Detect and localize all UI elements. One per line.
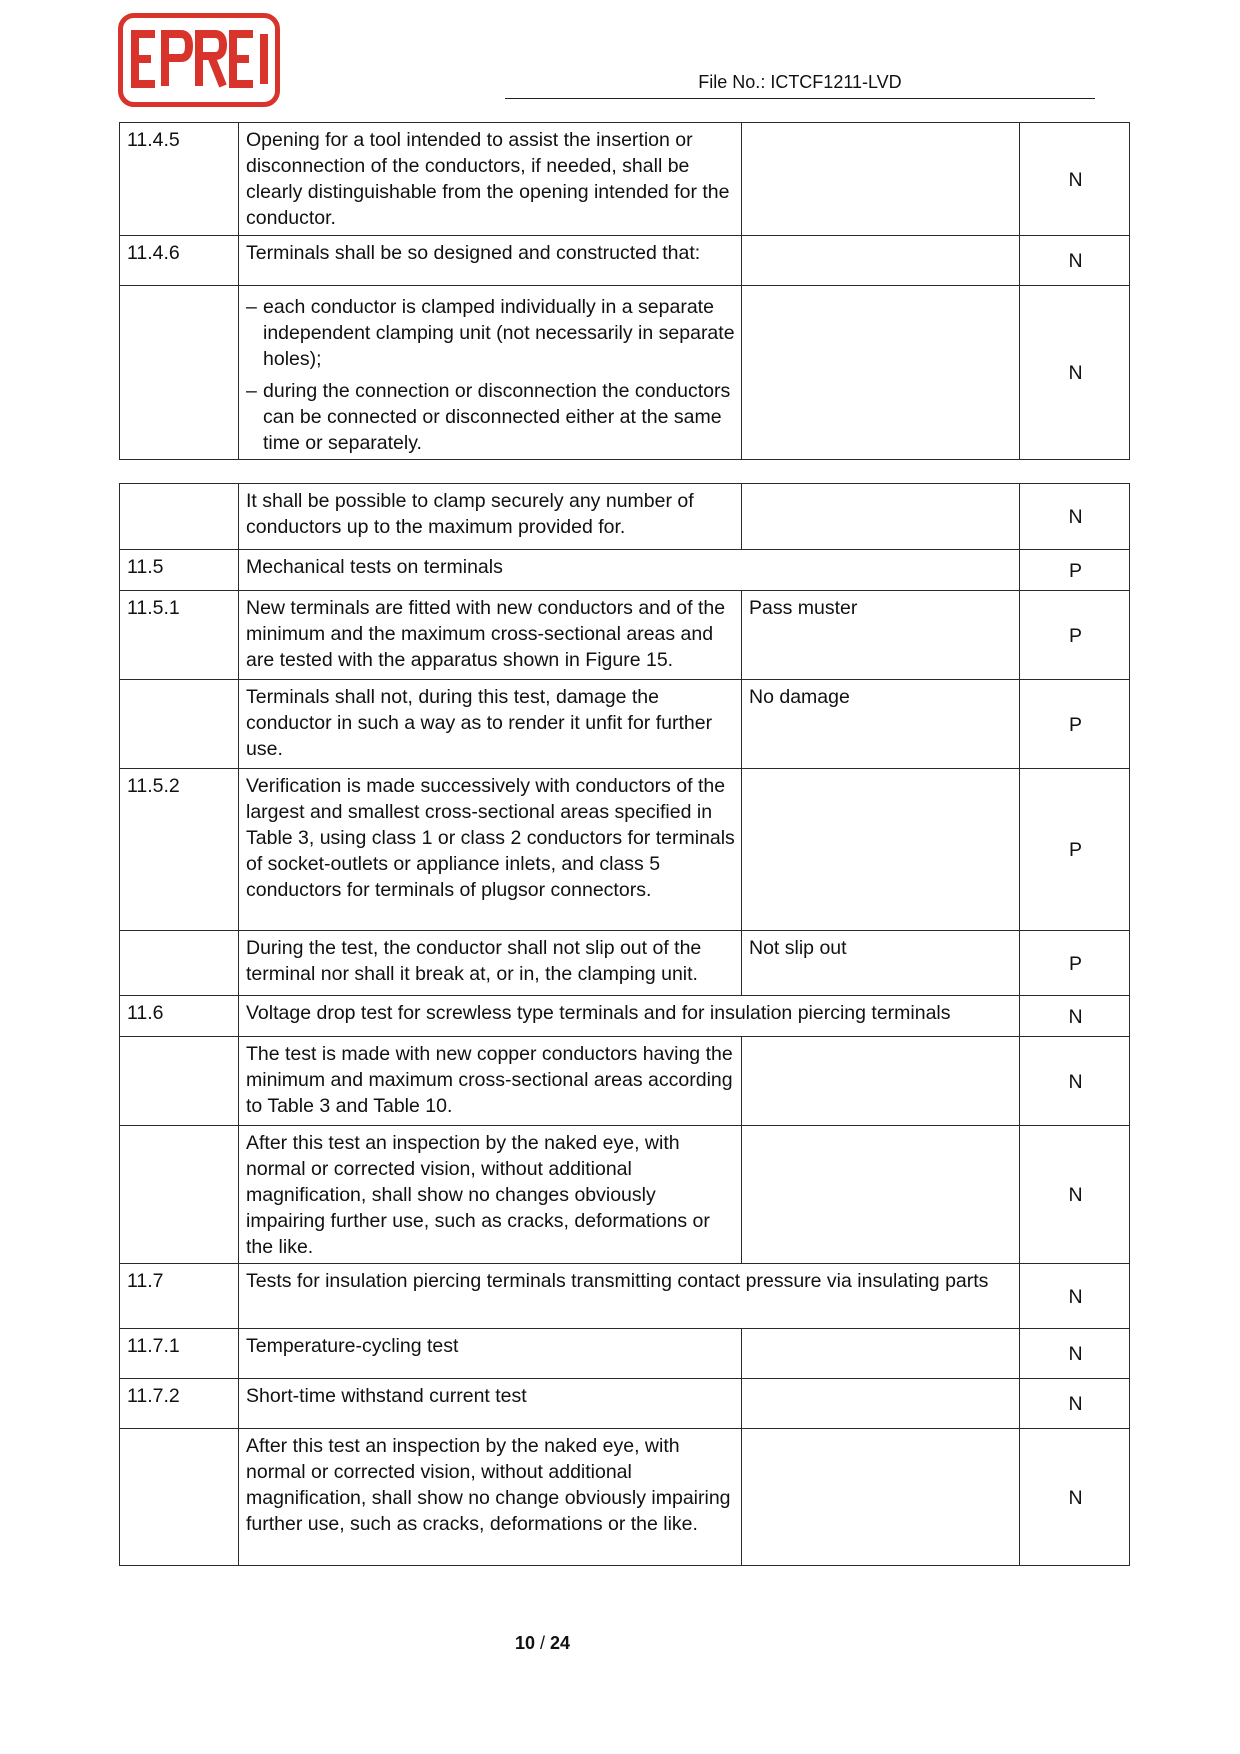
verdict-cell: N bbox=[1020, 484, 1130, 550]
clause-cell bbox=[120, 286, 239, 460]
clause-cell bbox=[120, 1429, 239, 1566]
result-cell bbox=[742, 1379, 1020, 1429]
verdict-cell: N bbox=[1020, 1379, 1130, 1429]
result-cell: No damage bbox=[742, 680, 1020, 769]
requirement-cell: Terminals shall not, during this test, damage the conductor in such a way as to render it unfit for further use. bbox=[239, 680, 742, 769]
table-row bbox=[120, 1379, 1130, 1429]
table-row bbox=[120, 1126, 1130, 1264]
clause-cell: 11.6 bbox=[120, 996, 239, 1037]
requirement-cell: New terminals are fitted with new conductors and of the minimum and the maximum cross-sectional areas and are tested with the apparatus shown in Figure 15. bbox=[239, 591, 742, 680]
verdict-cell: N bbox=[1020, 1429, 1130, 1566]
list-item: – during the connection or disconnection the conductors can be connected or disconnected either at the same time or separately. bbox=[246, 380, 731, 454]
list-item: – each conductor is clamped individually in a separate independent clamping unit (not necessarily in separate holes); bbox=[246, 296, 735, 370]
result-cell bbox=[742, 1329, 1020, 1379]
result-cell bbox=[742, 286, 1020, 460]
section-title-cell: Mechanical tests on terminals bbox=[239, 550, 1020, 591]
table-row bbox=[120, 591, 1130, 680]
clause-cell: 11.7.1 bbox=[120, 1329, 239, 1379]
verdict-cell: N bbox=[1020, 996, 1130, 1037]
result-cell bbox=[742, 484, 1020, 550]
clause-cell bbox=[120, 1037, 239, 1126]
section-title-cell: Tests for insulation piercing terminals transmitting contact pressure via insulating parts bbox=[239, 1264, 1020, 1329]
table-row bbox=[120, 680, 1130, 769]
clause-cell: 11.4.5 bbox=[120, 123, 239, 236]
verdict-cell: P bbox=[1020, 769, 1130, 931]
clause-cell bbox=[120, 680, 239, 769]
clause-cell: 11.4.6 bbox=[120, 236, 239, 286]
table-row bbox=[120, 1329, 1130, 1379]
clause-cell: 11.5.1 bbox=[120, 591, 239, 680]
result-cell bbox=[742, 236, 1020, 286]
logo-mark bbox=[123, 18, 275, 102]
report-table-2 bbox=[119, 483, 1130, 1566]
result-cell bbox=[742, 1126, 1020, 1264]
table-row bbox=[120, 1429, 1130, 1566]
table-row bbox=[120, 931, 1130, 996]
verdict-cell: P bbox=[1020, 680, 1130, 769]
result-cell: Pass muster bbox=[742, 591, 1020, 680]
requirement-cell: Verification is made successively with conductors of the largest and smallest cross-sectional areas specified in Table 3, using class 1 or class 2 conductors for terminals of socket-outlets or appliance inlets, and class 5 conductors for terminals of plugsor connectors. bbox=[239, 769, 742, 931]
table-row bbox=[120, 1264, 1130, 1329]
verdict-cell: N bbox=[1020, 123, 1130, 236]
requirement-cell: The test is made with new copper conductors having the minimum and maximum cross-sectional areas according to Table 3 and Table 10. bbox=[239, 1037, 742, 1126]
requirement-cell: Temperature-cycling test bbox=[239, 1329, 742, 1379]
file-number: File No.: ICTCF1211-LVD bbox=[698, 72, 902, 92]
clause-cell: 11.5 bbox=[120, 550, 239, 591]
verdict-cell: N bbox=[1020, 1037, 1130, 1126]
clause-cell: 11.7.2 bbox=[120, 1379, 239, 1429]
result-cell bbox=[742, 123, 1020, 236]
clause-cell bbox=[120, 1126, 239, 1264]
section-title-cell: Voltage drop test for screwless type terminals and for insulation piercing terminals bbox=[239, 996, 1020, 1037]
requirement-cell: Short-time withstand current test bbox=[239, 1379, 742, 1429]
table-row bbox=[120, 550, 1130, 591]
verdict-cell: N bbox=[1020, 1126, 1130, 1264]
table-row bbox=[120, 236, 1130, 286]
verdict-cell: N bbox=[1020, 1264, 1130, 1329]
verdict-cell: P bbox=[1020, 550, 1130, 591]
table-row bbox=[120, 484, 1130, 550]
table-row bbox=[120, 123, 1130, 236]
requirement-cell: Terminals shall be so designed and constructed that: bbox=[239, 236, 742, 286]
requirement-cell bbox=[239, 286, 742, 460]
header-rule bbox=[505, 98, 1095, 99]
table-row bbox=[120, 1037, 1130, 1126]
report-table-1 bbox=[119, 122, 1130, 460]
verdict-cell: N bbox=[1020, 286, 1130, 460]
requirement-cell: During the test, the conductor shall not slip out of the terminal nor shall it break at, or in, the clamping unit. bbox=[239, 931, 742, 996]
clause-cell: 11.5.2 bbox=[120, 769, 239, 931]
result-cell bbox=[742, 1037, 1020, 1126]
verdict-cell: P bbox=[1020, 931, 1130, 996]
verdict-cell: N bbox=[1020, 1329, 1130, 1379]
requirement-cell: After this test an inspection by the naked eye, with normal or corrected vision, without additional magnification, shall show no change obviously impairing further use, such as cracks, deformations or the like. bbox=[239, 1429, 742, 1566]
page-number: 10 / 24 bbox=[514, 1633, 571, 1653]
verdict-cell: N bbox=[1020, 236, 1130, 286]
company-logo bbox=[118, 13, 280, 107]
table-row bbox=[120, 286, 1130, 460]
table-row bbox=[120, 996, 1130, 1037]
table-row bbox=[120, 769, 1130, 931]
requirement-cell: After this test an inspection by the naked eye, with normal or corrected vision, without additional magnification, shall show no changes obviously impairing further use, such as cracks, deformations or the like. bbox=[239, 1126, 742, 1264]
clause-cell bbox=[120, 931, 239, 996]
result-cell: Not slip out bbox=[742, 931, 1020, 996]
requirement-cell: Opening for a tool intended to assist the insertion or disconnection of the conductors, if needed, shall be clearly distinguishable from the opening intended for the conductor. bbox=[239, 123, 742, 236]
clause-cell: 11.7 bbox=[120, 1264, 239, 1329]
clause-cell bbox=[120, 484, 239, 550]
requirement-cell: It shall be possible to clamp securely any number of conductors up to the maximum provided for. bbox=[239, 484, 742, 550]
verdict-cell: P bbox=[1020, 591, 1130, 680]
result-cell bbox=[742, 769, 1020, 931]
result-cell bbox=[742, 1429, 1020, 1566]
